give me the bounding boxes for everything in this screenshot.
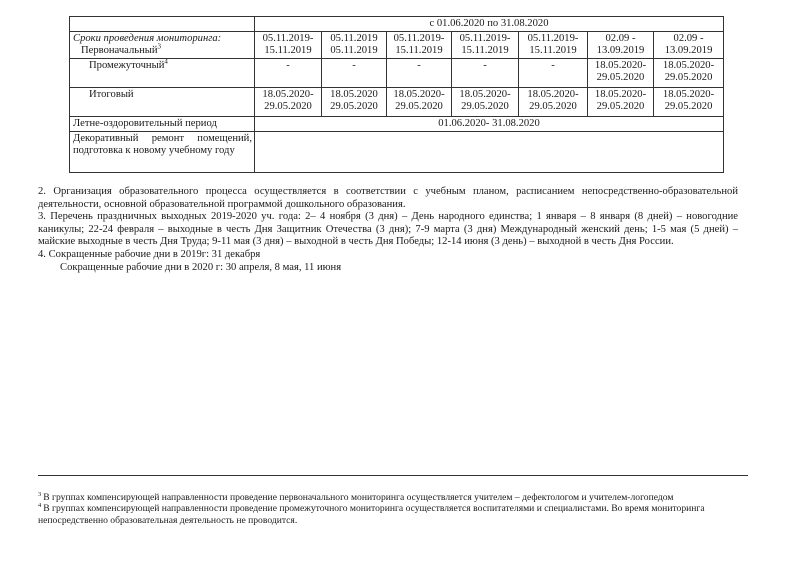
- initial-label-text: Первоначальный: [81, 45, 158, 56]
- table-cell: 05.11.2019-15.11.2019: [255, 32, 322, 59]
- table-cell: 18.05.2020-29.05.2020: [452, 88, 519, 117]
- footnote-4-text: В группах компенсирующей направленности проведение промежуточного мониторинга осуществляется воспитателями и специалистами. Во время мониторинга непосредственно образовательная деятельность не проводится.: [38, 503, 705, 526]
- table-cell: 18.05.2020-29.05.2020: [255, 88, 322, 117]
- summer-row: [70, 117, 724, 132]
- table-cell: 02.09 - 13.09.2019: [654, 32, 724, 59]
- repair-empty-cell: [255, 132, 724, 173]
- intermediate-row: [70, 59, 724, 88]
- footnote-divider: [38, 475, 748, 476]
- table-cell: 02.09 - 13.09.2019: [588, 32, 654, 59]
- intermediate-label-text: Промежуточный: [89, 60, 165, 71]
- table-cell: 18.05.2020 29.05.2020: [322, 88, 387, 117]
- intermediate-label: [73, 57, 252, 72]
- final-label-cell: [70, 88, 255, 117]
- repair-label-cell: Декоративный ремонт помещений, подготовка к новому учебному году: [70, 132, 255, 173]
- footnote-3: [38, 492, 738, 503]
- footnote-ref-3: 3: [157, 42, 162, 51]
- header-period-cell: с 01.06.2020 по 31.08.2020: [255, 17, 724, 32]
- table-cell: 18.05.2020-29.05.2020: [387, 88, 452, 117]
- monitoring-title: Сроки проведения мониторинга:: [73, 33, 222, 44]
- repair-row: [70, 132, 724, 173]
- table-cell: -: [387, 59, 452, 88]
- table-cell: 18.05.2020-29.05.2020: [588, 59, 654, 88]
- footnote-3-text: В группах компенсирующей направленности проведение первоначального мониторинга осуществляется учителем – дефектологом и учителем-логопедом: [43, 492, 674, 503]
- final-label: Итоговый: [89, 89, 134, 100]
- note-3: 3. Перечень праздничных выходных 2019-2020 уч. года: 2– 4 ноября (3 дня) – День народного единства; 1 января – 8 января (8 дней) – новогодние каникулы; 22-24 февраля – выходные в честь Дня Защитник Отечества (3 дня); 7-9 марта (3 дня) Международный женский день; 1-5 мая (5 дней) – майские выходные в честь Дня Труда; 9-11 мая (3 дня) – выходной в честь Дня Победы; 12-14 июня (3 день) – выходной в честь Дня России.: [38, 211, 738, 248]
- table-cell: 05.11.2019 05.11.2019: [322, 32, 387, 59]
- footnote-3-number: 3: [38, 490, 42, 498]
- summer-label-cell: Летне-оздоровительный период: [70, 117, 255, 132]
- table-cell: -: [452, 59, 519, 88]
- final-row: [70, 88, 724, 117]
- schedule-table: [69, 16, 724, 173]
- table-cell: 05.11.2019-15.11.2019: [452, 32, 519, 59]
- header-empty-cell: [70, 17, 255, 32]
- header-row: [70, 17, 724, 32]
- table-cell: -: [519, 59, 588, 88]
- note-4-line2: Сокращенные рабочие дни в 2020 г: 30 апреля, 8 мая, 11 июня: [60, 261, 342, 273]
- monitoring-label-cell: [70, 32, 255, 59]
- table-cell: -: [255, 59, 322, 88]
- note-2: 2. Организация образовательного процесса осуществляется в соответствии с учебным планом, расписанием непосредственно-образовательной деятельности, основной образовательной программой дошкольного образования.: [38, 186, 738, 210]
- table-cell: 18.05.2020-29.05.2020: [654, 59, 724, 88]
- table-cell: 05.11.2019-15.11.2019: [519, 32, 588, 59]
- summer-period-cell: 01.06.2020- 31.08.2020: [255, 117, 724, 132]
- footnote-4-number: 4: [38, 502, 42, 510]
- table-cell: 18.05.2020-29.05.2020: [654, 88, 724, 117]
- note-4-line1: 4. Сокращенные рабочие дни в 2019г: 31 декабря: [38, 248, 261, 260]
- table-cell: 18.05.2020-29.05.2020: [519, 88, 588, 117]
- table-cell: 18.05.2020-29.05.2020: [588, 88, 654, 117]
- intermediate-label-cell: [70, 59, 255, 88]
- table-cell: -: [322, 59, 387, 88]
- notes-section: [38, 186, 738, 274]
- table-cell: 05.11.2019-15.11.2019: [387, 32, 452, 59]
- footnote-4: [38, 503, 738, 526]
- monitoring-row: [70, 32, 724, 59]
- initial-label: [73, 42, 252, 57]
- footnote-ref-4: 4: [164, 57, 168, 66]
- footnotes-section: [38, 492, 738, 526]
